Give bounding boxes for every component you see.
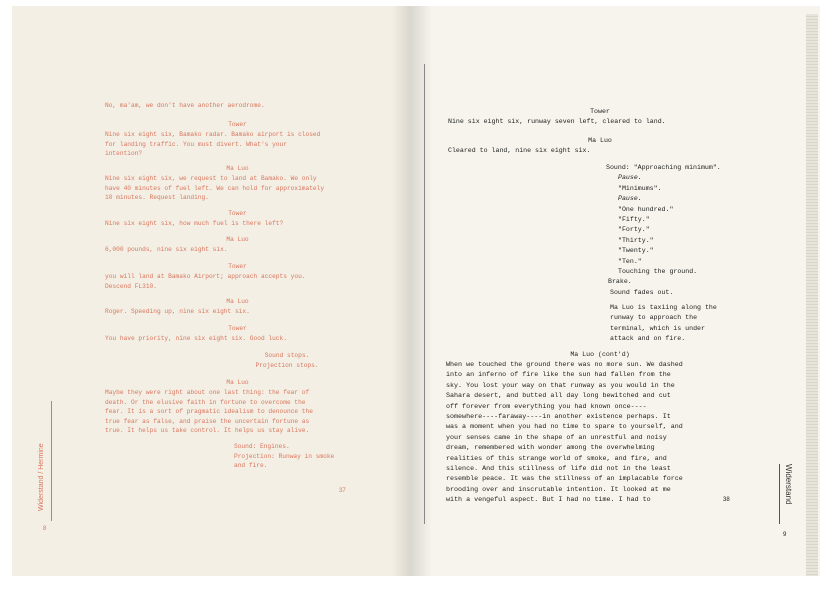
left-cue-maluo-3: Ma Luo bbox=[226, 298, 249, 305]
left-page bbox=[12, 6, 410, 576]
left-cue-maluo-4: Ma Luo bbox=[226, 379, 249, 386]
right-gutter-shadow bbox=[410, 6, 432, 576]
left-dialogue-3: Nine six eight six, we request to land at Bamako. We only have 40 minutes of fuel left. We can hold for approximately 10 minutes. Request landing. bbox=[105, 175, 325, 202]
left-dialogue-8: You have priority, nine six eight six. Good luck. bbox=[105, 335, 287, 342]
left-cue-tower-2: Tower bbox=[228, 210, 247, 217]
left-page-number: 37 bbox=[339, 488, 346, 494]
right-page-edge bbox=[806, 14, 818, 576]
left-sound-cue-1: Sound stops. Projection stops. bbox=[255, 352, 319, 369]
right-cue-maluo-1: Ma Luo bbox=[588, 137, 612, 144]
left-cue-tower-4: Tower bbox=[228, 325, 247, 332]
right-sound-cue: Sound: "Approaching minimum". Pause. "Minimums". Pause. "One hundred." "Fifty." "Forty." "Thirty." "Twenty." "Ten." Touching the ground. Brake. Sound fades out. bbox=[606, 164, 721, 296]
left-dialogue-6: you will land at Bamako Airport; approach accepts you. Descend FL310. bbox=[105, 273, 306, 290]
left-folio: 8 bbox=[43, 526, 47, 532]
left-dialogue-4: Nine six eight six, how much fuel is there left? bbox=[105, 220, 284, 227]
right-page bbox=[410, 6, 820, 576]
left-sound-cue-2: Sound: Engines. Projection: Runway in smoke and fire. bbox=[234, 443, 335, 470]
right-cue-maluo-contd: Ma Luo (cont'd) bbox=[570, 351, 630, 358]
left-gutter-shadow bbox=[392, 6, 410, 576]
right-page-number: 38 bbox=[723, 497, 730, 503]
right-cue-tower: Tower bbox=[590, 108, 610, 115]
left-dialogue-2: Nine six eight six, Bamako radar. Bamako airport is closed for landing traffic. You must divert. What's your intention? bbox=[105, 131, 321, 158]
right-dialogue-2: Cleared to land, nine six eight six. bbox=[448, 147, 591, 154]
left-cue-tower-3: Tower bbox=[228, 263, 247, 270]
right-running-title: Widerstand bbox=[784, 464, 793, 505]
left-margin-rule bbox=[51, 401, 52, 521]
right-stage-direction: Ma Luo is taxiing along the runway to approach the terminal, which is under attack and on fire. bbox=[610, 304, 717, 343]
right-binding-line bbox=[424, 64, 425, 524]
left-dialogue-1: No, ma'am, we don't have another aerodrome. bbox=[105, 102, 265, 109]
right-margin-rule bbox=[779, 464, 780, 524]
left-dialogue-7: Roger. Speeding up, nine six eight six. bbox=[105, 308, 250, 315]
left-cue-tower-1: Tower bbox=[228, 121, 247, 128]
left-dialogue-9: Maybe they were right about one last thing: the fear of death. Or the elusive faith in fortune to overcome the fear. It is a sort of pragmatic idealism to denounce the true fear as false, and praise the uncertain fortune as true. It helps us take control. It helps us stay alive. bbox=[105, 389, 313, 435]
right-dialogue-1: Nine six eight six, runway seven left, cleared to land. bbox=[448, 118, 666, 125]
left-cue-maluo-2: Ma Luo bbox=[226, 236, 249, 243]
right-folio: 9 bbox=[783, 532, 787, 538]
left-cue-maluo-1: Ma Luo bbox=[226, 165, 249, 172]
left-running-title: Widerstand / Hermine bbox=[38, 443, 45, 511]
left-dialogue-5: 6,000 pounds, nine six eight six. bbox=[105, 246, 228, 253]
right-monologue: When we touched the ground there was no more sun. We dashed into an inferno of fire like the sun had fallen from the sky. You lost your way on that runway as you would in the Sahara desert, and butted all day long bewitched and cut off forever from everything you had known once---- somewhere----faraway----in another existence perhaps. It was a moment when you had no time to spare to yourself, and your senses came in the shape of an unrestful and noisy dream, remembered with wonder among the overwhelming realities of this strange world of smoke, and fire, and silence. And this stillness of life did not in the least resemble peace. It was the stillness of an implacable force brooding over and inscrutable intention. It looked at me with a vengeful aspect. But I had no time. I had to bbox=[446, 361, 683, 505]
